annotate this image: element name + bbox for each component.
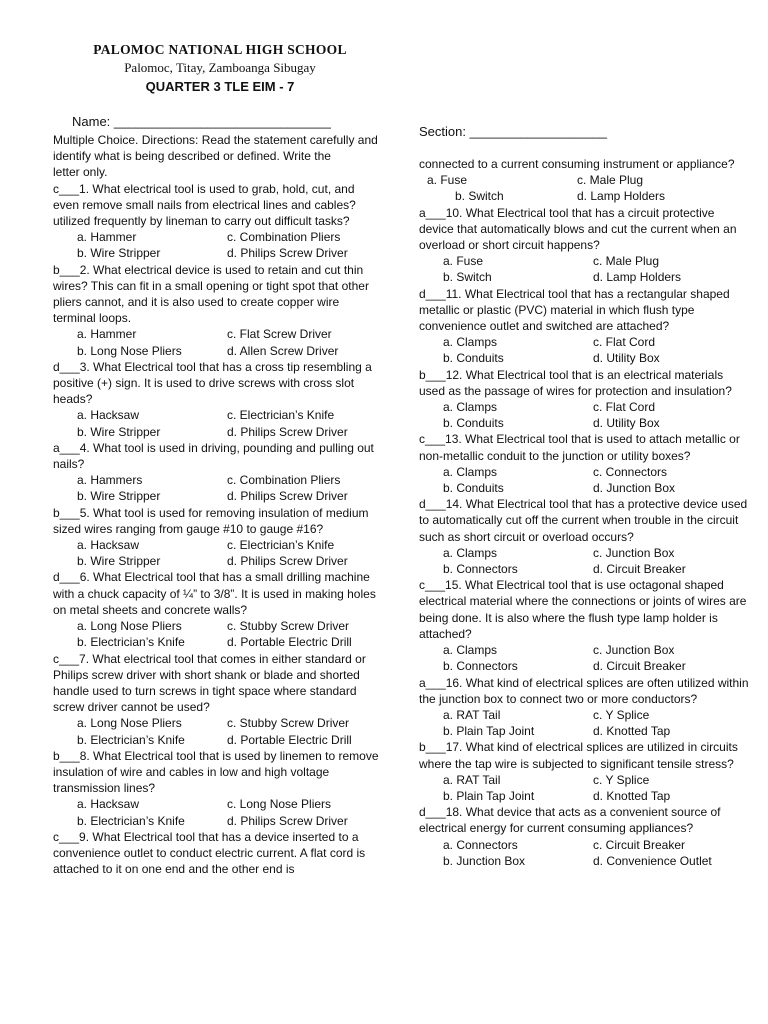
answer-options bbox=[419, 399, 749, 431]
answer-options bbox=[53, 537, 379, 569]
question-block bbox=[419, 286, 749, 367]
question-text: d___14. What Electrical tool that has a protective device used to automatically cut off the current when trouble in the circuit such as short circuit or overload occurs? bbox=[419, 497, 748, 544]
question-text: c___15. What Electrical tool that is use octagonal shaped electrical material where the connections or joints of wires are being done. It is also where the flush type lamp holder is attached? bbox=[419, 578, 747, 641]
answer-options bbox=[53, 407, 379, 439]
option-d: d. Lamp Holders bbox=[577, 189, 666, 204]
left-column bbox=[53, 132, 379, 877]
question-text: b___12. What Electrical tool that is an electrical materials used as the passage of wires for protection and insulation? bbox=[419, 367, 732, 398]
option-b: b. Wire Stripper bbox=[77, 489, 161, 504]
option-a: a. RAT Tail bbox=[443, 772, 501, 787]
question-block bbox=[419, 577, 749, 674]
option-d: d. Allen Screw Driver bbox=[227, 343, 339, 358]
question-text: d___18. What device that acts as a convenient source of electrical energy for current consuming appliances? bbox=[419, 805, 721, 836]
question-block bbox=[53, 505, 379, 570]
option-c: c. Stubby Screw Driver bbox=[227, 716, 350, 731]
option-c: c. Combination Pliers bbox=[227, 230, 341, 245]
option-c: c. Long Nose Pliers bbox=[227, 797, 332, 812]
option-c: c. Electrician’s Knife bbox=[227, 538, 335, 553]
option-d: d. Convenience Outlet bbox=[593, 853, 712, 868]
right-column bbox=[419, 156, 749, 869]
answer-options bbox=[53, 796, 379, 828]
question-text: b___5. What tool is used for removing insulation of medium sized wires ranging from gauge #10 to gauge #16? bbox=[53, 505, 369, 536]
quarter-title: QUARTER 3 TLE EIM - 7 bbox=[145, 79, 295, 94]
option-b: b. Plain Tap Joint bbox=[443, 788, 535, 803]
option-a: a. Hacksaw bbox=[77, 797, 140, 812]
option-d: d. Knotted Tap bbox=[593, 788, 671, 803]
answer-options bbox=[419, 172, 749, 204]
option-b: b. Wire Stripper bbox=[77, 246, 161, 261]
option-b: b. Electrician’s Knife bbox=[77, 635, 185, 650]
option-d: d. Utility Box bbox=[593, 351, 660, 366]
option-d: d. Philips Screw Driver bbox=[227, 554, 348, 569]
option-c: c. Flat Screw Driver bbox=[227, 327, 332, 342]
answer-options bbox=[419, 334, 749, 366]
option-c: c. Connectors bbox=[593, 464, 668, 479]
option-b: b. Electrician’s Knife bbox=[77, 813, 185, 828]
option-d: d. Portable Electric Drill bbox=[227, 635, 352, 650]
option-d: d. Circuit Breaker bbox=[593, 659, 686, 674]
option-a: a. Clamps bbox=[443, 545, 498, 560]
answer-options bbox=[53, 326, 379, 358]
document-header bbox=[0, 42, 440, 94]
question-text-continued: connected to a current consuming instrument or appliance? bbox=[419, 157, 735, 171]
option-a: a. Clamps bbox=[443, 400, 498, 415]
option-c: c. Flat Cord bbox=[593, 400, 656, 415]
question-text: a___4. What tool is used in driving, pounding and pulling out nails? bbox=[53, 440, 374, 472]
question-text: c___9. What Electrical tool that has a device inserted to a convenience outlet to conduct electric current. A flat cord is attached to it on one end and the other end is bbox=[53, 829, 366, 877]
option-d: d. Portable Electric Drill bbox=[227, 732, 352, 747]
option-b: b. Electrician’s Knife bbox=[77, 732, 185, 747]
question-text: b___17. What kind of electrical splices are utilized in circuits where the tap wire is subjected to significant tensile stress? bbox=[419, 740, 738, 771]
option-b: b. Switch bbox=[443, 270, 492, 285]
option-d: d. Lamp Holders bbox=[593, 270, 682, 285]
option-a: a. Hacksaw bbox=[77, 538, 140, 553]
question-block bbox=[53, 359, 379, 440]
question-block bbox=[419, 367, 749, 432]
question-block bbox=[53, 440, 379, 505]
option-a: a. Long Nose Pliers bbox=[77, 619, 182, 634]
option-a: a. Clamps bbox=[443, 643, 498, 658]
answer-options bbox=[53, 472, 379, 504]
directions-continued: letter only. bbox=[53, 165, 108, 180]
option-c: c. Y Splice bbox=[593, 707, 650, 722]
question-text: c___13. What Electrical tool that is used to attach metallic or non-metallic conduit to the junction or utility boxes? bbox=[419, 432, 740, 463]
option-b: b. Connectors bbox=[443, 659, 518, 674]
option-c: c. Junction Box bbox=[593, 545, 675, 560]
answer-options bbox=[419, 837, 749, 869]
option-b: b. Conduits bbox=[443, 351, 504, 366]
option-a: a. RAT Tail bbox=[443, 707, 501, 722]
option-d: d. Philips Screw Driver bbox=[227, 246, 348, 261]
option-a: a. Clamps bbox=[443, 335, 498, 350]
question-text: a___16. What kind of electrical splices are often utilized within the junction box to connect two or more conductors? bbox=[419, 675, 749, 706]
question-text: a___10. What Electrical tool that has a circuit protective device that automatically blows and cut the current when an overload or short circuit happens? bbox=[419, 205, 737, 253]
school-address: Palomoc, Titay, Zamboanga Sibugay bbox=[124, 60, 316, 75]
option-c: c. Electrician’s Knife bbox=[227, 408, 335, 423]
question-text: b___2. What electrical device is used to retain and cut thin wires? This can fit in a small opening or tight spot that other pliers cannot, and it is also used to create copper wire terminal loops. bbox=[53, 262, 369, 326]
option-d: d. Circuit Breaker bbox=[593, 562, 686, 577]
section-field: Section: ___________________ bbox=[419, 124, 607, 139]
option-a: a. Fuse bbox=[427, 173, 468, 188]
option-b: b. Connectors bbox=[443, 562, 518, 577]
answer-options bbox=[419, 707, 749, 739]
option-c: c. Combination Pliers bbox=[227, 473, 341, 488]
question-text: b___8. What Electrical tool that is used by linemen to remove insulation of wire and cables in low and high voltage transmission lines? bbox=[53, 748, 379, 796]
question-text: d___11. What Electrical tool that has a rectangular shaped metallic or plastic (PVC) material in which flush type convenience outlet and switched are attached? bbox=[419, 286, 730, 334]
option-c: c. Y Splice bbox=[593, 772, 650, 787]
question-block bbox=[53, 651, 379, 748]
question-block bbox=[419, 496, 749, 577]
question-text: d___3. What Electrical tool that has a cross tip resembling a positive (+) sign. It is used to drive screws with cross slot heads? bbox=[53, 359, 372, 407]
option-d: d. Junction Box bbox=[593, 481, 676, 496]
option-b: b. Conduits bbox=[443, 481, 504, 496]
option-d: d. Philips Screw Driver bbox=[227, 424, 348, 439]
option-b: b. Wire Stripper bbox=[77, 554, 161, 569]
option-d: d. Philips Screw Driver bbox=[227, 813, 348, 828]
answer-options bbox=[419, 772, 749, 804]
question-block bbox=[419, 675, 749, 740]
option-a: a. Long Nose Pliers bbox=[77, 716, 182, 731]
option-c: c. Circuit Breaker bbox=[593, 837, 686, 852]
right-question-list bbox=[419, 205, 749, 869]
question-block bbox=[53, 262, 379, 359]
question-text: d___6. What Electrical tool that has a small drilling machine with a chuck capacity of ¼” to 3/8”. It is used in making holes on metal sheets and concrete walls? bbox=[53, 570, 376, 617]
option-d: d. Knotted Tap bbox=[593, 724, 671, 739]
option-c: c. Flat Cord bbox=[593, 335, 656, 350]
option-c: c. Stubby Screw Driver bbox=[227, 619, 350, 634]
question-block bbox=[53, 569, 379, 650]
question-block bbox=[419, 804, 749, 869]
name-field: Name: ______________________________ bbox=[72, 114, 331, 129]
option-b: b. Plain Tap Joint bbox=[443, 724, 535, 739]
left-question-list bbox=[53, 181, 379, 829]
answer-options bbox=[53, 715, 379, 747]
option-a: a. Hammer bbox=[77, 327, 137, 342]
answer-options bbox=[53, 618, 379, 650]
question-text: c___1. What electrical tool is used to grab, hold, cut, and even remove small nails from electrical lines and cables? utilized frequently by lineman to carry out difficult tasks? bbox=[53, 181, 356, 229]
option-c: c. Junction Box bbox=[593, 643, 675, 658]
option-c: c. Male Plug bbox=[593, 254, 660, 269]
option-b: b. Long Nose Pliers bbox=[77, 343, 182, 358]
question-block bbox=[53, 181, 379, 262]
question-text: c___7. What electrical tool that comes in either standard or Philips screw driver with short shank or blade and shorted handle used to turn screws in tight space where standard screw driver cannot be used? bbox=[53, 651, 366, 715]
option-b: b. Conduits bbox=[443, 416, 504, 431]
option-b: b. Switch bbox=[455, 189, 504, 204]
answer-options bbox=[419, 642, 749, 674]
option-c: c. Male Plug bbox=[577, 173, 644, 188]
option-a: a. Fuse bbox=[443, 254, 484, 269]
school-name: PALOMOC NATIONAL HIGH SCHOOL bbox=[93, 42, 347, 57]
directions: Multiple Choice. Directions: Read the statement carefully and identify what is being described or defined. Write the bbox=[53, 133, 378, 164]
question-block bbox=[419, 739, 749, 804]
answer-options bbox=[419, 253, 749, 285]
question-block bbox=[419, 205, 749, 286]
option-a: a. Hacksaw bbox=[77, 408, 140, 423]
option-b: b. Wire Stripper bbox=[77, 424, 161, 439]
answer-options bbox=[419, 545, 749, 577]
answer-options bbox=[53, 229, 379, 261]
option-d: d. Utility Box bbox=[593, 416, 660, 431]
option-d: d. Philips Screw Driver bbox=[227, 489, 348, 504]
answer-options bbox=[419, 464, 749, 496]
option-a: a. Clamps bbox=[443, 464, 498, 479]
option-a: a. Connectors bbox=[443, 837, 518, 852]
option-a: a. Hammers bbox=[77, 473, 143, 488]
option-b: b. Junction Box bbox=[443, 853, 526, 868]
question-block bbox=[53, 748, 379, 829]
question-block bbox=[419, 431, 749, 496]
option-a: a. Hammer bbox=[77, 230, 137, 245]
